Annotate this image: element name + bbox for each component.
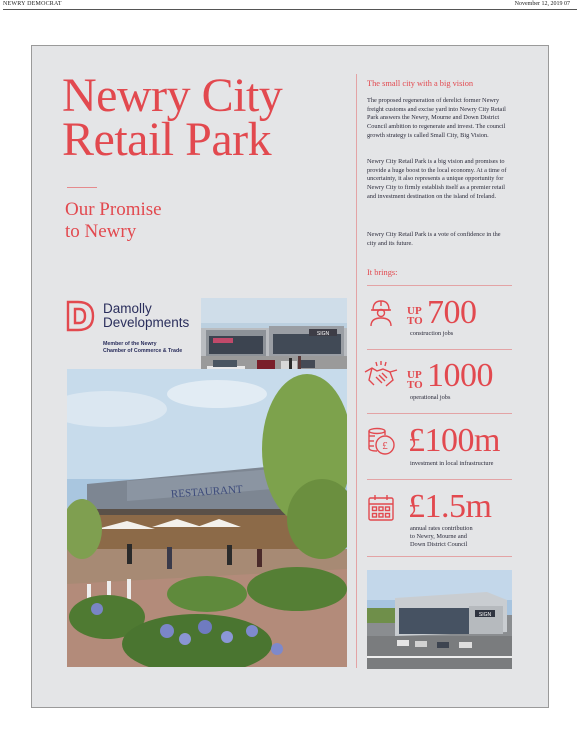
damolly-logo-icon xyxy=(66,300,96,332)
promise-line-2: to Newry xyxy=(65,221,137,242)
svg-text:£: £ xyxy=(382,440,388,452)
stat-1-number: 700 xyxy=(427,294,477,331)
vision-paragraph-1: The proposed regeneration of derelict former Newry freight customs and excise yard into Newry City Retail Park answers the Newry, Mourne and Down District Council ambition to regenerate and invest. The council growth strategy is called Small City, Big Vision. xyxy=(367,97,506,139)
stat-rule xyxy=(367,349,512,350)
promise-line-1: Our Promise xyxy=(65,199,162,220)
chamber-membership: Member of the Newry Chamber of Commerce & Trade xyxy=(103,341,183,354)
page-title xyxy=(62,69,352,166)
header-rule xyxy=(3,9,577,10)
stat-3-number: £100m xyxy=(408,422,500,459)
store-sign: SIGN xyxy=(478,612,492,618)
stat-rule xyxy=(367,285,512,286)
column-divider xyxy=(356,74,357,668)
issue-date: November 12, 2019 07 xyxy=(514,1,570,7)
stat-rule xyxy=(367,479,512,480)
stat-rule xyxy=(367,556,512,557)
brand-name: Damolly Developments xyxy=(103,301,190,330)
calendar-icon xyxy=(366,493,396,523)
vision-heading: The small city with a big vision xyxy=(367,79,474,88)
title-line-1: Newry City xyxy=(62,69,283,122)
restaurant-photo xyxy=(67,369,347,667)
store-sign: SIGN xyxy=(316,331,330,337)
masthead: NEWRY DEMOCRAT xyxy=(3,1,62,7)
vision-paragraph-2: Newry City Retail Park is a big vision and promises to provide a huge boost to the local economy. At a time of uncertainty, it also represents a unique opportunity for Newry City to firmly establish itself as a premier retail and investment destination on the island of Ireland. xyxy=(367,158,507,200)
stat-2-caption: operational jobs xyxy=(410,394,451,401)
worker-hardhat-icon xyxy=(366,297,396,327)
handshake-icon xyxy=(364,360,398,390)
vision-paragraph-3: Newry City Retail Park is a vote of confidence in the city and its future. xyxy=(367,231,501,247)
store-building-photo xyxy=(367,570,512,669)
title-divider xyxy=(67,187,97,188)
stat-3-caption: investment in local infrastructure xyxy=(410,460,494,467)
coins-pound-icon xyxy=(366,426,396,456)
stat-rule xyxy=(367,413,512,414)
stat-2-number: 1000 xyxy=(427,357,493,394)
stat-4-caption: annual rates contribution to Newry, Mourne and Down District Council xyxy=(410,525,473,548)
stat-1-caption: construction jobs xyxy=(410,330,454,337)
stat-2-prefix: UP TO xyxy=(407,369,423,391)
stat-1-prefix: UP TO xyxy=(407,305,423,327)
title-line-2: Retail Park xyxy=(62,113,272,166)
it-brings-heading: It brings: xyxy=(367,268,398,277)
restaurant-sign: RESTAURANT xyxy=(170,483,244,501)
stat-4-number: £1.5m xyxy=(408,488,492,525)
